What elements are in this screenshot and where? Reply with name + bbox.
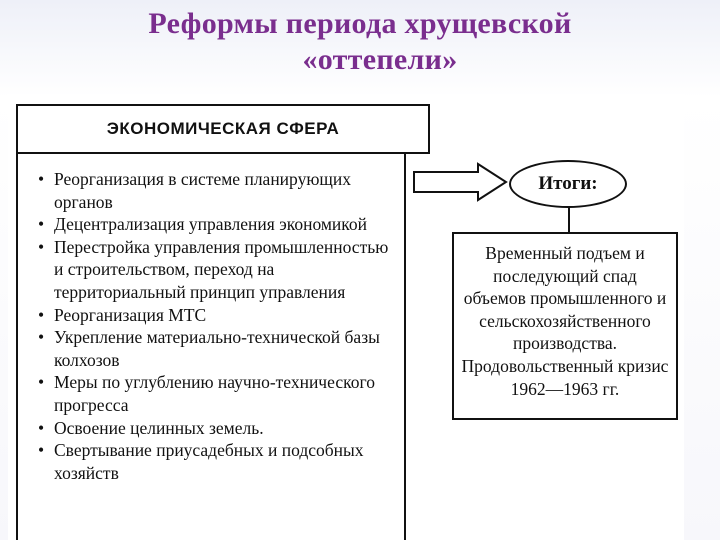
reform-item: • Реорганизация в системе планирующих органов (54, 168, 400, 213)
reform-item: • Реорганизация МТС (54, 304, 400, 327)
reform-item: • Децентрализация управления экономикой (54, 213, 400, 236)
reform-item: • Перестройка управления промышленностью и строительством, переход на территориальный принцип управления (54, 236, 400, 304)
reform-item: • Меры по углублению научно-технического прогресса (54, 371, 400, 416)
results-label: Итоги: (509, 160, 627, 208)
slide-title-line1: Реформы периода хрущевской (148, 7, 572, 40)
connector-line (568, 206, 570, 232)
scanned-diagram (8, 94, 684, 540)
economic-sphere-header: ЭКОНОМИЧЕСКАЯ СФЕРА (16, 104, 430, 154)
reforms-list-box (16, 152, 406, 540)
reform-item: • Свертывание приусадебных и подсобных хозяйств (54, 439, 400, 484)
reform-item: • Освоение целинных земель. (54, 417, 400, 440)
reforms-list (18, 152, 404, 484)
results-text: Временный подъем и последующий спад объемов промышленного и сельскохозяйственного производства. Продовольственный кризис 1962—1963 гг. (461, 243, 669, 399)
right-arrow-icon (412, 162, 510, 202)
reform-item: • Укрепление материально-технической базы колхозов (54, 326, 400, 371)
results-box (452, 232, 678, 420)
slide-title-line2: «оттепели» (302, 43, 458, 76)
slide-title (60, 6, 660, 78)
